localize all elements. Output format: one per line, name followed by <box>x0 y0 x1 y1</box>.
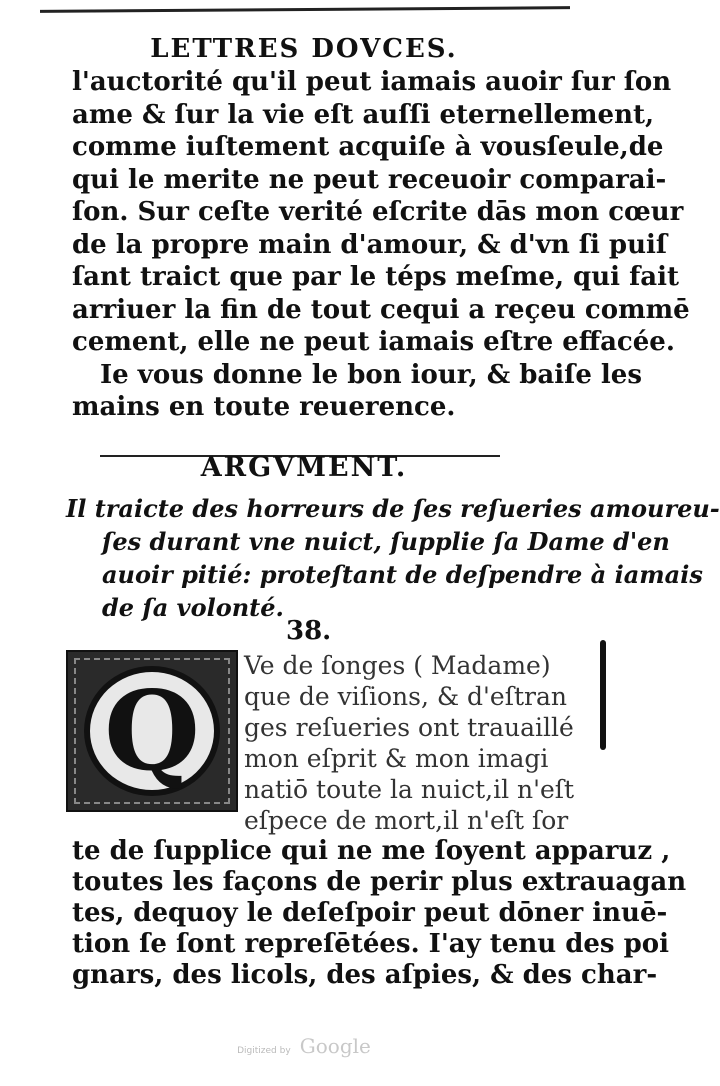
text-line: natiō toute la nuict,il n'eſt <box>244 775 575 804</box>
text-line: ſon. Sur ceſte verité eſcrite dās mon cœur <box>72 197 684 227</box>
argument-line: auoir pitié: proteſtant de deſpendre à iamais <box>102 560 703 589</box>
argument-summary <box>66 492 720 624</box>
argument-line: ſes durant vne nuict, ſupplie ſa Dame d'en <box>102 527 670 556</box>
argument-line: Il traicte des horreurs de ſes reſueries amoureu- <box>66 494 720 523</box>
text-line: qui le merite ne peut receuoir comparai- <box>72 164 667 195</box>
argument-title: ARGVMENT. <box>200 452 408 483</box>
text-line: toutes les façons de perir plus extrauagan <box>72 867 687 897</box>
text-line: mains en toute reuerence. <box>72 392 456 422</box>
text-line: arriuer la fin de tout cequi a reçeu commē <box>72 294 690 325</box>
digitized-by-label: Digitized by <box>237 1046 291 1056</box>
argument-line: de ſa volonté. <box>102 593 284 622</box>
letter-number: 38. <box>286 616 332 646</box>
text-line: de la propre main d'amour, & d'vn ſi puiſ <box>72 229 668 260</box>
text-line: ges reſueries ont trauaillé <box>244 713 574 742</box>
initial-letter: Q <box>104 666 200 795</box>
text-line: mon eſprit & mon imagi <box>244 744 549 773</box>
initial-medallion <box>84 666 220 796</box>
text-line: eſpece de mort,il n'eſt ſor <box>244 806 569 835</box>
text-line: gnars, des licols, des aſpies, & des char- <box>72 960 658 990</box>
letter-38-body <box>72 836 687 991</box>
text-line: l'auctorité qu'il peut iamais auoir ſur ſon <box>72 67 672 97</box>
running-title: LETTRES DOVCES. <box>150 34 458 64</box>
text-line: ſant traict que par le téps meſme, qui fait <box>72 262 679 292</box>
text-line: cement, elle ne peut iamais eſtre effacée. <box>72 327 675 357</box>
text-line: ame & ſur la vie eſt auſſi eternellement, <box>72 99 655 130</box>
text-line: que de viſions, & d'eſtran <box>244 682 567 711</box>
letter-37-ending <box>72 66 690 424</box>
text-line: tes, dequoy le deſeſpoir peut dōner inuē- <box>72 898 668 928</box>
text-line: comme iuſtement acquiſe à vousſeule,de <box>72 132 664 162</box>
digitization-watermark <box>0 1034 608 1058</box>
text-line: Ve de ſonges ( Madame) <box>244 651 551 680</box>
text-line: Ie vous donne le bon iour, & baiſe les <box>100 359 642 390</box>
decorated-initial-icon <box>66 650 238 812</box>
dropcap-side-text <box>244 650 584 836</box>
google-logo: Google <box>299 1034 371 1058</box>
top-border-rule <box>40 6 570 13</box>
text-line: te de ſupplice qui ne me ſoyent apparuz , <box>72 836 671 866</box>
text-line: tion ſe ſont repreſētées. I'ay tenu des poi <box>72 929 670 959</box>
page-edge-shadow <box>600 640 606 750</box>
